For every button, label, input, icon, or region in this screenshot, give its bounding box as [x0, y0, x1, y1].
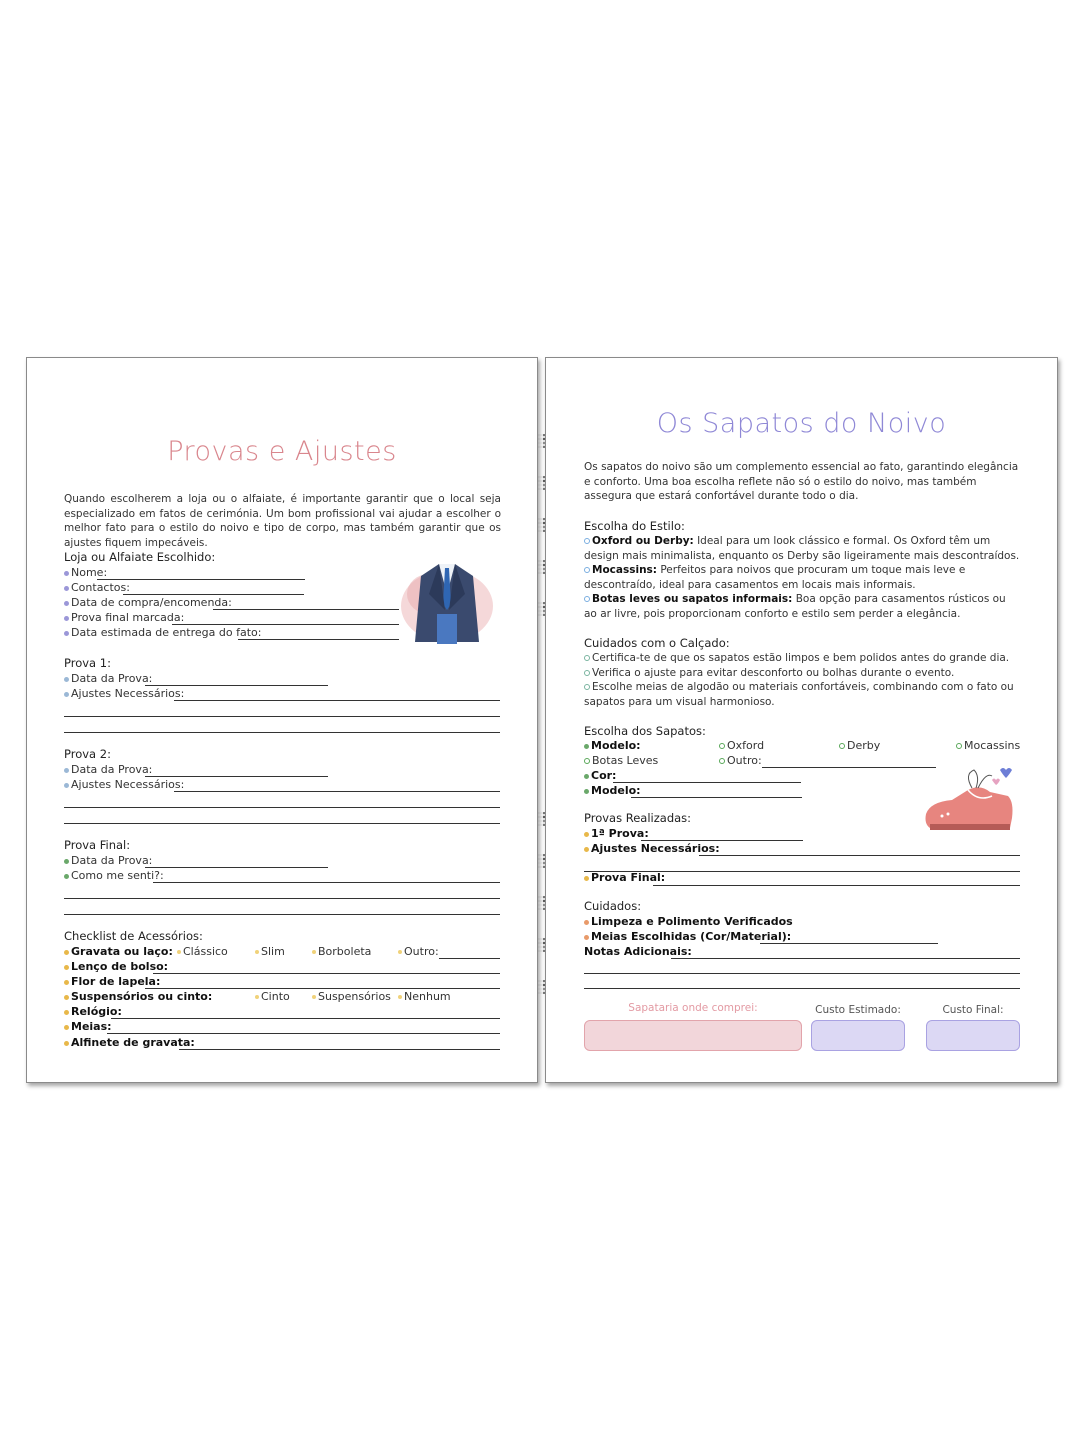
store-heading: Loja ou Alfaiate Escolhido:: [64, 550, 216, 564]
fitting-adjust: Ajustes Necessários:: [584, 841, 720, 856]
prova2-heading: Prova 2:: [64, 747, 111, 761]
input-line[interactable]: [699, 855, 1020, 856]
input-line[interactable]: [584, 988, 1020, 989]
input-line[interactable]: [653, 885, 1020, 886]
input-line[interactable]: [439, 958, 500, 959]
estimated-cost-box[interactable]: [811, 1020, 905, 1051]
care-item: Certifica-te de que os sapatos estão limpos e bem polidos antes do grande dia.: [584, 651, 1021, 666]
style-heading: Escolha do Estilo:: [584, 519, 685, 533]
prova1-date: Data da Prova:: [64, 671, 152, 686]
input-line[interactable]: [213, 609, 399, 610]
care2-heading: Cuidados:: [584, 899, 642, 913]
input-line[interactable]: [64, 898, 500, 899]
input-line[interactable]: [64, 914, 500, 915]
socks-chosen: Meias Escolhidas (Cor/Material):: [584, 929, 791, 944]
style-item: Botas leves ou sapatos informais: Boa opção para casamentos rústicos ou ao ar livre, pois proporcionam conforto e estilo sem perder a elegância.: [584, 593, 1006, 620]
estimated-cost-label: Custo Estimado:: [815, 1004, 901, 1016]
color-label: Cor:: [584, 768, 616, 783]
page-title: Os Sapatos do Noivo: [656, 408, 947, 439]
field-contacts: Contactos:: [64, 580, 130, 595]
input-line[interactable]: [760, 943, 938, 944]
option-belt[interactable]: Cinto: [255, 989, 290, 1004]
option-slim[interactable]: Slim: [255, 944, 285, 959]
check-pocket: Lenço de bolso:: [64, 959, 168, 974]
option-derby[interactable]: Derby: [839, 738, 880, 753]
final-cost-box[interactable]: [926, 1020, 1020, 1051]
input-line[interactable]: [174, 791, 500, 792]
input-line[interactable]: [153, 882, 500, 883]
provaf-date: Data da Prova:: [64, 853, 152, 868]
option-classic[interactable]: Clássico: [177, 944, 228, 959]
check-suspenders: Suspensórios ou cinto:: [64, 989, 212, 1004]
option-moccasins[interactable]: Mocassins: [956, 738, 1020, 753]
prova1-heading: Prova 1:: [64, 656, 111, 670]
input-line[interactable]: [107, 1033, 500, 1034]
prova2-date: Data da Prova:: [64, 762, 152, 777]
left-page: [26, 357, 538, 1083]
input-line[interactable]: [671, 958, 1020, 959]
model-label: Modelo:: [584, 738, 641, 753]
check-pin: Alfinete de gravata:: [64, 1035, 195, 1050]
input-line[interactable]: [145, 867, 328, 868]
field-delivery-date: Data estimada de entrega do fato:: [64, 625, 261, 640]
shoe-illustration: [920, 762, 1016, 832]
store-box-label: Sapataria onde comprei:: [628, 1002, 758, 1014]
fittings-heading: Provas Realizadas:: [584, 811, 692, 825]
input-line[interactable]: [64, 732, 500, 733]
care-item: Verifica o ajuste para evitar desconforto ou bolhas durante o evento.: [584, 666, 1021, 681]
option-other[interactable]: Outro:: [398, 944, 439, 959]
input-line[interactable]: [613, 782, 801, 783]
style-item: Mocassins: Perfeitos para noivos que procuram um toque mais leve e descontraído, ideal para casamentos em locais mais informais.: [584, 564, 966, 591]
input-line[interactable]: [153, 973, 500, 974]
intro-paragraph: Os sapatos do noivo são um complemento essencial ao fato, garantindo elegância e conforto. Uma boa escolha reflete não só o estilo do noivo, mas também assegura que estará confortável durante todo o dia.: [584, 461, 1019, 502]
store-input-box[interactable]: [584, 1020, 802, 1051]
right-page: [545, 357, 1058, 1083]
prova1-adjust: Ajustes Necessários:: [64, 686, 184, 701]
input-line[interactable]: [238, 639, 399, 640]
option-suspenders[interactable]: Suspensórios: [312, 989, 391, 1004]
style-list: [584, 534, 1021, 621]
final-cost-label: Custo Final:: [942, 1004, 1004, 1016]
prova2-adjust: Ajustes Necessários:: [64, 777, 184, 792]
input-line[interactable]: [631, 797, 802, 798]
check-socks: Meias:: [64, 1019, 112, 1034]
checklist-heading: Checklist de Acessórios:: [64, 929, 203, 943]
choice-heading: Escolha dos Sapatos:: [584, 724, 706, 738]
first-fitting: 1ª Prova:: [584, 826, 649, 841]
input-line[interactable]: [111, 1018, 500, 1019]
care-list: [584, 651, 1021, 709]
option-bowtie[interactable]: Borboleta: [312, 944, 371, 959]
option-oxford[interactable]: Oxford: [719, 738, 764, 753]
suit-illustration: [399, 554, 495, 646]
input-line[interactable]: [64, 807, 500, 808]
provaf-heading: Prova Final:: [64, 838, 131, 852]
check-tie: Gravata ou laço:: [64, 944, 173, 959]
model2-label: Modelo:: [584, 783, 641, 798]
final-fitting: Prova Final:: [584, 870, 665, 885]
field-name: Nome:: [64, 565, 107, 580]
cleaning-check[interactable]: Limpeza e Polimento Verificados: [584, 914, 793, 929]
check-watch: Relógio:: [64, 1004, 122, 1019]
page-title: Provas e Ajustes: [167, 436, 397, 467]
option-none[interactable]: Nenhum: [398, 989, 451, 1004]
care-item: Escolhe meias de algodão ou materiais confortáveis, combinando com o fato ou sapatos para um visual harmonioso.: [584, 681, 1014, 708]
input-line[interactable]: [64, 716, 500, 717]
input-line[interactable]: [174, 700, 500, 701]
care-heading: Cuidados com o Calçado:: [584, 636, 730, 650]
option-boots[interactable]: Botas Leves: [584, 753, 658, 768]
style-item: Oxford ou Derby: Ideal para um look clássico e formal. Os Oxford têm um design mais minimalista, enquanto os Derby são ligeiramente mais descontraídos.: [584, 535, 1020, 562]
field-final-fitting: Prova final marcada:: [64, 610, 184, 625]
notes-label: Notas Adicionais:: [584, 945, 692, 958]
intro-paragraph: Quando escolherem a loja ou o alfaiate, é importante garantir que o local seja especializado em fatos de cerimónia. Um bom profissional vai ajudar a escolher o melhor fato para o estilo do noivo e tipo de corpo, mas também garantir que os ajustes fiquem impecáveis.: [64, 493, 501, 549]
check-flower: Flor de lapela:: [64, 974, 160, 989]
field-purchase-date: Data de compra/encomenda:: [64, 595, 232, 610]
provaf-feel: Como me senti?:: [64, 868, 164, 883]
input-line[interactable]: [179, 1049, 500, 1050]
input-line[interactable]: [762, 767, 936, 768]
option-other[interactable]: Outro:: [719, 753, 762, 768]
input-line[interactable]: [584, 973, 1020, 974]
input-line[interactable]: [64, 823, 500, 824]
